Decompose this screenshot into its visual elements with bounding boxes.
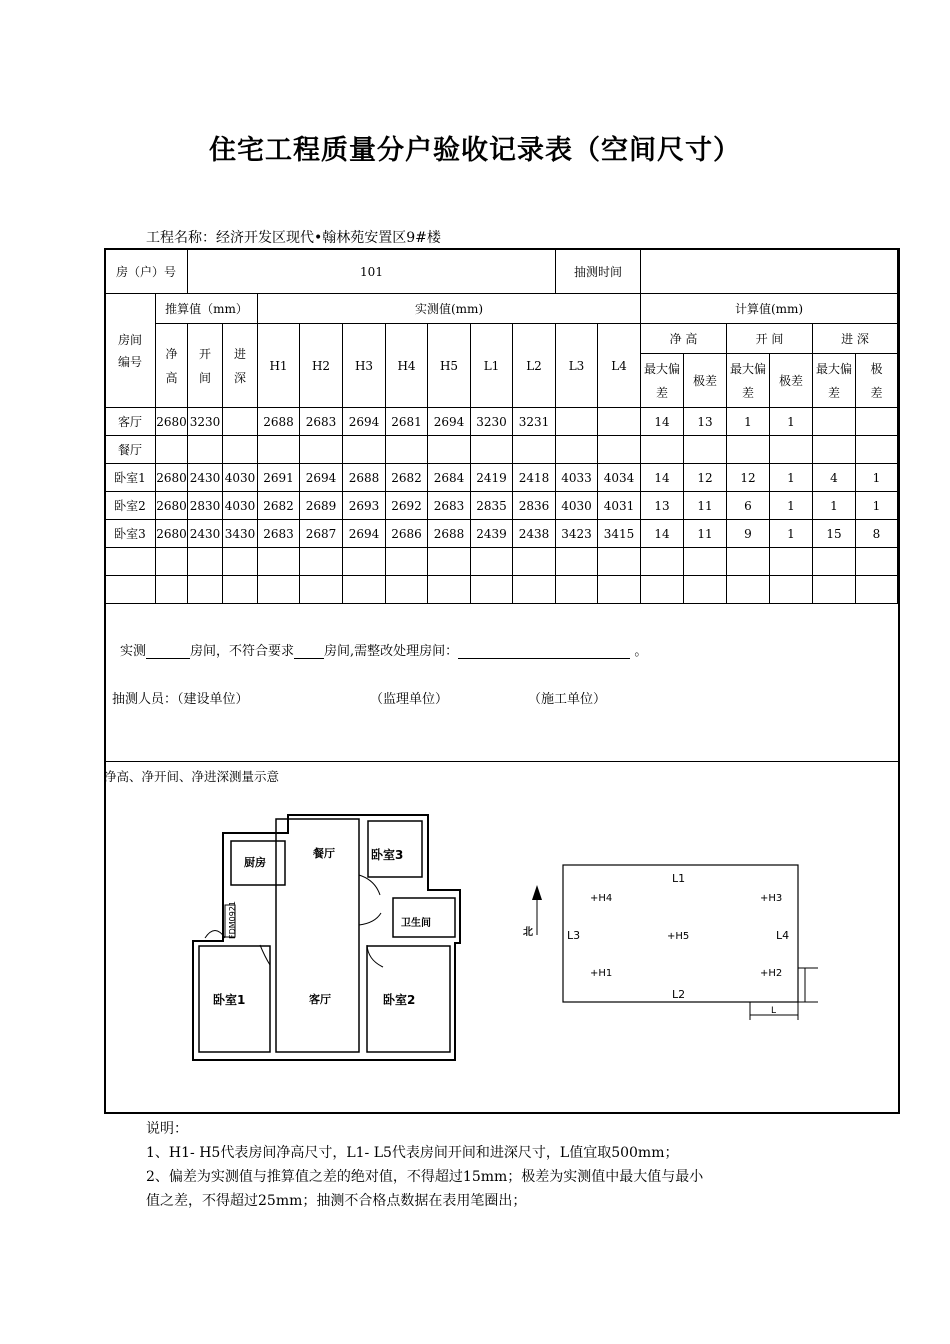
measured-cell[interactable] (598, 436, 641, 464)
measured-cell[interactable] (556, 548, 598, 576)
measured-cell[interactable] (343, 548, 386, 576)
estimated-cell[interactable]: 2430 (188, 464, 223, 492)
room-name-cell[interactable]: 卧室1 (105, 464, 156, 492)
room-no-label: 房（户）号 (105, 250, 188, 294)
measured-cell[interactable] (556, 436, 598, 464)
measured-cell[interactable]: 2439 (471, 520, 513, 548)
north-label: 北 (523, 927, 533, 938)
calculated-cell[interactable]: 11 (684, 520, 727, 548)
measured-cell[interactable]: 3423 (556, 520, 598, 548)
estimated-cell[interactable] (223, 436, 258, 464)
col-l2: L2 (513, 324, 556, 408)
measured-cell[interactable]: 4031 (598, 492, 641, 520)
measurement-diagram (520, 855, 820, 1025)
failed-count-field[interactable] (294, 645, 324, 659)
range-header: 极差 (856, 354, 898, 408)
measured-cell[interactable]: 2694 (343, 520, 386, 548)
calc-height-header: 净 高 (641, 324, 727, 354)
measured-cell[interactable] (556, 408, 598, 436)
col-l1: L1 (471, 324, 513, 408)
table-row (105, 464, 898, 492)
measured-cell[interactable]: 2688 (343, 464, 386, 492)
table-row (105, 548, 898, 576)
measured-cell[interactable] (343, 576, 386, 604)
est-height-header: 净高 (156, 324, 188, 408)
room-no-value[interactable]: 101 (188, 250, 556, 294)
calculated-cell[interactable] (813, 436, 856, 464)
measured-cell[interactable]: 4030 (556, 492, 598, 520)
calculated-cell[interactable] (684, 548, 727, 576)
explanation-3: 值之差，不得超过25mm；抽测不合格点数据在表用笔圈出； (146, 1193, 527, 1209)
measured-cell[interactable]: 3415 (598, 520, 641, 548)
sample-time-label: 抽测时间 (556, 250, 641, 294)
table-row (105, 408, 898, 436)
sample-time-value[interactable] (641, 250, 898, 294)
measured-cell[interactable] (598, 408, 641, 436)
measured-cell[interactable]: 3230 (471, 408, 513, 436)
estimated-header: 推算值（mm） (156, 294, 258, 324)
measured-cell[interactable] (471, 576, 513, 604)
calculated-cell[interactable]: 12 (727, 464, 770, 492)
estimated-cell[interactable]: 4030 (223, 464, 258, 492)
estimated-cell[interactable]: 2680 (156, 492, 188, 520)
calculated-cell[interactable] (770, 436, 813, 464)
inspector-line: 抽测人员：（建设单位） （监理单位） （施工单位） (112, 692, 607, 707)
calculated-cell[interactable]: 14 (641, 464, 684, 492)
table-row (105, 492, 898, 520)
calculated-cell[interactable] (770, 548, 813, 576)
measured-cell[interactable] (513, 548, 556, 576)
diagram-title: 净高、净开间、净进深测量示意 (104, 769, 280, 784)
estimated-cell[interactable]: 2680 (156, 408, 188, 436)
calculated-cell[interactable]: 1 (856, 492, 898, 520)
room-kitchen: 厨房 (244, 856, 266, 869)
measured-cell[interactable]: 2681 (386, 408, 428, 436)
calculated-cell[interactable]: 6 (727, 492, 770, 520)
calculated-cell[interactable]: 12 (684, 464, 727, 492)
measured-cell[interactable] (386, 436, 428, 464)
measured-cell[interactable]: 2418 (513, 464, 556, 492)
calculated-cell[interactable]: 4 (813, 464, 856, 492)
point-h4: +H4 (590, 893, 613, 904)
measured-cell[interactable] (258, 548, 300, 576)
measured-cell[interactable]: 4033 (556, 464, 598, 492)
calculated-cell[interactable] (727, 548, 770, 576)
estimated-cell[interactable] (188, 548, 223, 576)
measured-cell[interactable]: 2683 (300, 408, 343, 436)
col-h1: H1 (258, 324, 300, 408)
room-name-cell[interactable]: 客厅 (105, 408, 156, 436)
calculated-cell[interactable]: 1 (813, 492, 856, 520)
measured-cell[interactable]: 2694 (428, 408, 471, 436)
explanation-2: 2、偏差为实测值与推算值之差的绝对值，不得超过15mm；极差为实测值中最大值与最小 (146, 1169, 704, 1185)
door-code: FDM0921 (228, 900, 237, 939)
point-h2: +H2 (760, 968, 783, 979)
rectify-rooms-field[interactable] (458, 645, 630, 659)
est-depth-header: 进深 (223, 324, 258, 408)
range-header: 极差 (684, 354, 727, 408)
estimated-cell[interactable] (223, 576, 258, 604)
calculated-cell[interactable] (856, 548, 898, 576)
measured-cell[interactable] (513, 436, 556, 464)
calculated-cell[interactable]: 13 (641, 492, 684, 520)
calculated-cell[interactable] (813, 548, 856, 576)
measured-cell[interactable] (428, 548, 471, 576)
table-row (105, 576, 898, 604)
label-l2: L2 (672, 988, 686, 1001)
measured-cell[interactable] (428, 436, 471, 464)
room-dining: 餐厅 (313, 847, 335, 860)
calculated-cell[interactable] (856, 436, 898, 464)
measured-cell[interactable] (471, 436, 513, 464)
result-line: 实测 房间，不符合要求 房间,需整改处理房间： 。 (120, 644, 648, 659)
col-h3: H3 (343, 324, 386, 408)
measured-cell[interactable] (300, 548, 343, 576)
measured-cell[interactable] (258, 576, 300, 604)
calc-depth-header: 进 深 (813, 324, 898, 354)
est-width-header: 开间 (188, 324, 223, 408)
measured-cell[interactable]: 2687 (300, 520, 343, 548)
calculated-cell[interactable]: 15 (813, 520, 856, 548)
measured-cell[interactable]: 2682 (386, 464, 428, 492)
estimated-cell[interactable]: 2430 (188, 520, 223, 548)
calculated-cell[interactable]: 13 (684, 408, 727, 436)
measured-cell[interactable]: 2688 (428, 520, 471, 548)
measured-cell[interactable]: 2692 (386, 492, 428, 520)
max-dev-header: 最大偏差 (641, 354, 684, 408)
measured-cell[interactable]: 4034 (598, 464, 641, 492)
measured-cell[interactable] (300, 436, 343, 464)
explanation (146, 1117, 703, 1213)
measured-cell[interactable]: 2836 (513, 492, 556, 520)
room-bed1: 卧室1 (213, 993, 246, 1007)
point-h3: +H3 (760, 893, 783, 904)
col-h4: H4 (386, 324, 428, 408)
calculated-cell[interactable]: 1 (770, 492, 813, 520)
estimated-cell[interactable] (156, 576, 188, 604)
calculated-cell[interactable] (727, 436, 770, 464)
measured-cell[interactable]: 2691 (258, 464, 300, 492)
calculated-cell[interactable]: 1 (770, 408, 813, 436)
page-title: 住宅工程质量分户验收记录表（空间尺寸） (209, 135, 741, 166)
estimated-cell[interactable] (188, 436, 223, 464)
room-name-cell[interactable]: 卧室2 (105, 492, 156, 520)
measured-cell[interactable] (386, 576, 428, 604)
measured-cell[interactable]: 2682 (258, 492, 300, 520)
label-l-offset: L (771, 1006, 777, 1016)
room-bed2: 卧室2 (383, 993, 416, 1007)
measured-cell[interactable]: 2438 (513, 520, 556, 548)
measured-cell[interactable]: 2835 (471, 492, 513, 520)
measured-cell[interactable]: 2686 (386, 520, 428, 548)
measured-cell[interactable]: 2689 (300, 492, 343, 520)
calculated-cell[interactable]: 9 (727, 520, 770, 548)
col-l4: L4 (598, 324, 641, 408)
room-name-cell[interactable] (105, 548, 156, 576)
calculated-cell[interactable] (727, 576, 770, 604)
estimated-cell[interactable] (188, 576, 223, 604)
measured-cell[interactable] (598, 576, 641, 604)
label-l4: L4 (776, 929, 790, 942)
estimated-cell[interactable] (223, 408, 258, 436)
table-row (105, 436, 898, 464)
explanation-heading: 说明： (146, 1121, 188, 1137)
calculated-header: 计算值(mm) (641, 294, 898, 324)
calculated-cell[interactable] (641, 548, 684, 576)
calculated-cell[interactable] (641, 436, 684, 464)
calculated-cell[interactable] (856, 576, 898, 604)
measured-cell[interactable]: 2694 (343, 408, 386, 436)
measured-cell[interactable]: 2693 (343, 492, 386, 520)
measured-cell[interactable] (428, 576, 471, 604)
estimated-cell[interactable] (156, 548, 188, 576)
room-bed3: 卧室3 (371, 848, 404, 862)
measured-cell[interactable]: 3231 (513, 408, 556, 436)
measured-count-field[interactable] (146, 645, 190, 659)
label-l3: L3 (567, 929, 581, 942)
table-row (105, 520, 898, 548)
calculated-cell[interactable]: 1 (727, 408, 770, 436)
estimated-cell[interactable] (156, 436, 188, 464)
max-dev-header: 最大偏差 (813, 354, 856, 408)
room-living: 客厅 (309, 993, 331, 1006)
measured-cell[interactable] (343, 436, 386, 464)
col-h5: H5 (428, 324, 471, 408)
measured-cell[interactable] (300, 576, 343, 604)
room-name-cell[interactable] (105, 576, 156, 604)
calculated-cell[interactable]: 1 (770, 520, 813, 548)
estimated-cell[interactable] (223, 548, 258, 576)
measured-cell[interactable]: 2694 (300, 464, 343, 492)
calculated-cell[interactable] (641, 576, 684, 604)
calculated-cell[interactable] (813, 408, 856, 436)
measured-cell[interactable] (513, 576, 556, 604)
inspection-summary (104, 609, 900, 759)
record-table (104, 249, 898, 604)
measured-cell[interactable] (258, 436, 300, 464)
calculated-cell[interactable] (813, 576, 856, 604)
point-h5: +H5 (667, 931, 690, 942)
point-h1: +H1 (590, 968, 613, 979)
project-name: 工程名称：经济开发区现代•翰林苑安置区9#楼 (146, 230, 441, 246)
measured-cell[interactable]: 2683 (258, 520, 300, 548)
explanation-1: 1、H1- H5代表房间净高尺寸，L1- L5代表房间开间和进深尺寸，L值宜取500mm； (146, 1145, 679, 1161)
estimated-cell[interactable]: 2830 (188, 492, 223, 520)
measured-cell[interactable] (386, 548, 428, 576)
room-label: 房间编号 (105, 294, 156, 408)
room-bath: 卫生间 (401, 918, 431, 929)
estimated-cell[interactable]: 2680 (156, 464, 188, 492)
calculated-cell[interactable]: 8 (856, 520, 898, 548)
measured-cell[interactable]: 2684 (428, 464, 471, 492)
floor-plan (185, 805, 470, 1065)
calculated-cell[interactable]: 14 (641, 408, 684, 436)
calculated-cell[interactable]: 14 (641, 520, 684, 548)
measured-cell[interactable] (598, 548, 641, 576)
calculated-cell[interactable] (856, 408, 898, 436)
divider (104, 761, 900, 762)
calculated-cell[interactable]: 11 (684, 492, 727, 520)
measured-cell[interactable]: 2683 (428, 492, 471, 520)
estimated-cell[interactable]: 2680 (156, 520, 188, 548)
measured-header: 实测值(mm) (258, 294, 641, 324)
col-l3: L3 (556, 324, 598, 408)
calculated-cell[interactable] (684, 576, 727, 604)
estimated-cell[interactable]: 3430 (223, 520, 258, 548)
estimated-cell[interactable]: 3230 (188, 408, 223, 436)
calculated-cell[interactable] (770, 576, 813, 604)
label-l1: L1 (672, 872, 686, 885)
measured-cell[interactable]: 2688 (258, 408, 300, 436)
range-header: 极差 (770, 354, 813, 408)
measured-cell[interactable] (471, 548, 513, 576)
measured-cell[interactable]: 2419 (471, 464, 513, 492)
room-name-cell[interactable]: 卧室3 (105, 520, 156, 548)
max-dev-header: 最大偏差 (727, 354, 770, 408)
measured-cell[interactable] (556, 576, 598, 604)
calculated-cell[interactable]: 1 (770, 464, 813, 492)
calculated-cell[interactable] (684, 436, 727, 464)
calc-width-header: 开 间 (727, 324, 813, 354)
calculated-cell[interactable]: 1 (856, 464, 898, 492)
room-name-cell[interactable]: 餐厅 (105, 436, 156, 464)
estimated-cell[interactable]: 4030 (223, 492, 258, 520)
col-h2: H2 (300, 324, 343, 408)
